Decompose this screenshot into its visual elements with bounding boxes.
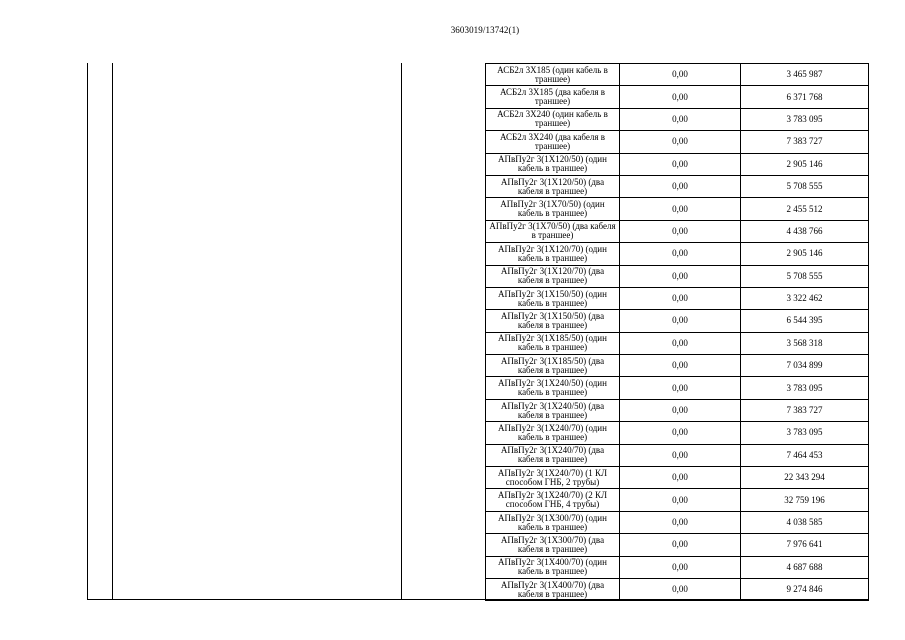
table-row [486, 489, 869, 511]
cable-name-cell: АПвПу2г 3(1Х300/70) (один кабель в траншее) [486, 511, 620, 533]
table-row [486, 377, 869, 399]
table-row [486, 265, 869, 287]
rate-cell: 0,00 [620, 556, 741, 578]
table-row [486, 220, 869, 242]
rate-cell: 0,00 [620, 220, 741, 242]
table-row [486, 243, 869, 265]
cost-cell: 2 905 146 [741, 243, 869, 265]
rate-cell: 0,00 [620, 511, 741, 533]
cable-name-cell: АПвПу2г 3(1Х150/50) (два кабеля в траншее) [486, 310, 620, 332]
cable-name-cell: АПвПу2г 3(1Х120/50) (один кабель в траншее) [486, 153, 620, 175]
cable-name-cell: АПвПу2г 3(1Х240/50) (два кабеля в траншее) [486, 399, 620, 421]
rate-cell: 0,00 [620, 153, 741, 175]
table-row [486, 399, 869, 421]
cost-cell: 4 038 585 [741, 511, 869, 533]
cable-name-cell: АСБ2л 3Х185 (два кабеля в траншее) [486, 86, 620, 108]
document-number: 3603019/13742(1) [450, 25, 520, 35]
cable-name-cell: АПвПу2г 3(1Х240/70) (1 КЛ способом ГНБ, 2 трубы) [486, 467, 620, 489]
rate-cell: 0,00 [620, 131, 741, 153]
cost-cell: 9 274 846 [741, 578, 869, 600]
table-row [486, 534, 869, 556]
cost-cell: 5 708 555 [741, 265, 869, 287]
table-row [486, 310, 869, 332]
table-row [486, 86, 869, 108]
cost-cell: 4 438 766 [741, 220, 869, 242]
cable-name-cell: АПвПу2г 3(1Х400/70) (два кабеля в траншее) [486, 578, 620, 600]
rate-cell: 0,00 [620, 422, 741, 444]
cable-name-cell: АСБ2л 3Х185 (один кабель в траншее) [486, 64, 620, 86]
table-row [486, 287, 869, 309]
table-row [486, 131, 869, 153]
cable-name-cell: АСБ2л 3Х240 (один кабель в траншее) [486, 108, 620, 130]
table-row [486, 556, 869, 578]
cable-name-cell: АСБ2л 3Х240 (два кабеля в траншее) [486, 131, 620, 153]
cost-cell: 7 383 727 [741, 131, 869, 153]
cost-cell: 3 783 095 [741, 108, 869, 130]
table-row [486, 467, 869, 489]
table-row [486, 198, 869, 220]
rate-cell: 0,00 [620, 243, 741, 265]
cost-cell: 7 383 727 [741, 399, 869, 421]
rate-cell: 0,00 [620, 287, 741, 309]
rate-cell: 0,00 [620, 265, 741, 287]
rate-cell: 0,00 [620, 86, 741, 108]
rate-cell: 0,00 [620, 175, 741, 197]
rate-cell: 0,00 [620, 64, 741, 86]
cable-name-cell: АПвПу2г 3(1Х185/50) (два кабеля в траншее) [486, 355, 620, 377]
cable-name-cell: АПвПу2г 3(1Х300/70) (два кабеля в траншее) [486, 534, 620, 556]
cable-name-cell: АПвПу2г 3(1Х150/50) (один кабель в траншее) [486, 287, 620, 309]
table-row [486, 511, 869, 533]
cable-name-cell: АПвПу2г 3(1Х70/50) (два кабеля в траншее) [486, 220, 620, 242]
cost-cell: 4 687 688 [741, 556, 869, 578]
rate-cell: 0,00 [620, 578, 741, 600]
table-row [486, 153, 869, 175]
column-divider-2 [401, 63, 402, 600]
cost-cell: 6 371 768 [741, 86, 869, 108]
cost-cell: 3 568 318 [741, 332, 869, 354]
rate-cell: 0,00 [620, 534, 741, 556]
table-row [486, 332, 869, 354]
table-row [486, 422, 869, 444]
rate-cell: 0,00 [620, 489, 741, 511]
cost-cell: 2 455 512 [741, 198, 869, 220]
cable-name-cell: АПвПу2г 3(1Х185/50) (один кабель в траншее) [486, 332, 620, 354]
rate-cell: 0,00 [620, 355, 741, 377]
cable-name-cell: АПвПу2г 3(1Х240/70) (один кабель в траншее) [486, 422, 620, 444]
cost-cell: 6 544 395 [741, 310, 869, 332]
column-divider-1 [112, 63, 113, 600]
cost-cell: 3 322 462 [741, 287, 869, 309]
cable-name-cell: АПвПу2г 3(1Х400/70) (один кабель в траншее) [486, 556, 620, 578]
cable-name-cell: АПвПу2г 3(1Х240/70) (2 КЛ способом ГНБ, 4 трубы) [486, 489, 620, 511]
cable-cost-table [485, 63, 869, 601]
cost-cell: 2 905 146 [741, 153, 869, 175]
table-row [486, 108, 869, 130]
cost-cell: 3 783 095 [741, 422, 869, 444]
cost-cell: 7 464 453 [741, 444, 869, 466]
table-row [486, 578, 869, 600]
cable-name-cell: АПвПу2г 3(1Х240/70) (два кабеля в траншее) [486, 444, 620, 466]
rate-cell: 0,00 [620, 444, 741, 466]
cable-name-cell: АПвПу2г 3(1Х120/70) (два кабеля в траншее) [486, 265, 620, 287]
cost-cell: 3 783 095 [741, 377, 869, 399]
cost-cell: 7 976 641 [741, 534, 869, 556]
rate-cell: 0,00 [620, 198, 741, 220]
rate-cell: 0,00 [620, 399, 741, 421]
table-row [486, 355, 869, 377]
cost-cell: 3 465 987 [741, 64, 869, 86]
rate-cell: 0,00 [620, 310, 741, 332]
cost-cell: 22 343 294 [741, 467, 869, 489]
rate-cell: 0,00 [620, 377, 741, 399]
rate-cell: 0,00 [620, 467, 741, 489]
cable-name-cell: АПвПу2г 3(1Х70/50) (один кабель в траншее) [486, 198, 620, 220]
cable-cost-table-body [486, 64, 869, 601]
cost-cell: 5 708 555 [741, 175, 869, 197]
table-row [486, 444, 869, 466]
cost-cell: 7 034 899 [741, 355, 869, 377]
rate-cell: 0,00 [620, 332, 741, 354]
cable-name-cell: АПвПу2г 3(1Х240/50) (один кабель в траншее) [486, 377, 620, 399]
table-row [486, 175, 869, 197]
table-row [486, 64, 869, 86]
cable-name-cell: АПвПу2г 3(1Х120/50) (два кабеля в траншее) [486, 175, 620, 197]
rate-cell: 0,00 [620, 108, 741, 130]
cable-name-cell: АПвПу2г 3(1Х120/70) (один кабель в траншее) [486, 243, 620, 265]
cost-cell: 32 759 196 [741, 489, 869, 511]
